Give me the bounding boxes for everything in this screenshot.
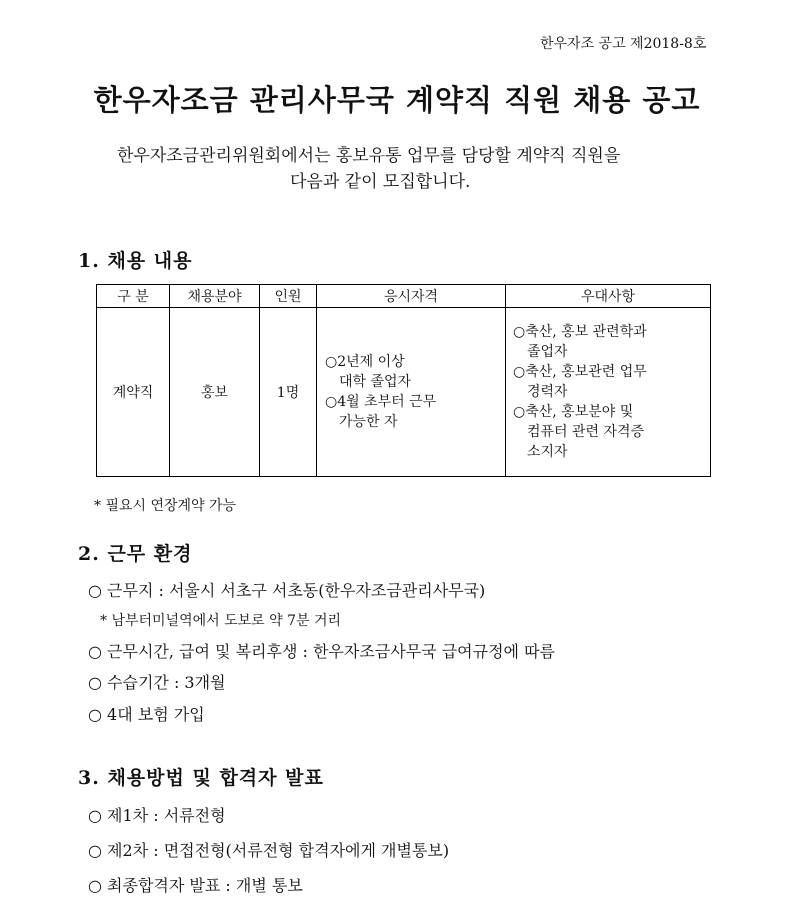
- recruitment-table: [96, 284, 711, 477]
- table-header-row: [97, 285, 711, 308]
- intro-line-2: 다음과 같이 모집합니다.: [290, 172, 471, 192]
- qualification-line: ○2년제 이상: [325, 354, 405, 370]
- cell-category: 계약직: [97, 308, 170, 477]
- qualification-line: 대학 졸업자: [339, 374, 412, 390]
- header-category: 구 분: [97, 285, 170, 308]
- header-field: 채용분야: [170, 285, 260, 308]
- directions-note: * 남부터미널역에서 도보로 약 7분 거리: [100, 613, 342, 629]
- qualification-line: ○4월 초부터 근무: [325, 394, 437, 410]
- final-announcement-item: ○ 최종합격자 발표 : 개별 통보: [88, 876, 303, 895]
- insurance-item: ○ 4대 보험 가입: [88, 705, 205, 724]
- preference-line: ○축산, 홍보분야 및: [513, 404, 634, 420]
- preference-line: 졸업자: [527, 344, 568, 360]
- hours-pay-item: ○ 근무시간, 급여 및 복리후생 : 한우자조금사무국 급여규정에 따름: [88, 642, 555, 661]
- preference-line: 소지자: [527, 444, 568, 460]
- header-count: 인원: [260, 285, 317, 308]
- preference-line: 컴퓨터 관련 자격증: [527, 424, 645, 440]
- preference-line: ○축산, 홍보관련 업무: [513, 364, 647, 380]
- cell-qualifications: [317, 308, 506, 477]
- header-qualifications: 응시자격: [317, 285, 506, 308]
- intro-line-1: 한우자조금관리위원회에서는 홍보유통 업무를 담당할 계약직 직원을: [117, 146, 621, 166]
- cell-preferences: [506, 308, 711, 477]
- first-round-item: ○ 제1차 : 서류전형: [88, 806, 226, 825]
- section-3-heading: 3. 채용방법 및 합격자 발표: [78, 767, 324, 789]
- header-preferences: 우대사항: [506, 285, 711, 308]
- preference-line: 경력자: [527, 384, 568, 400]
- page-title: 한우자조금 관리사무국 계약직 직원 채용 공고: [93, 83, 701, 117]
- preference-line: ○축산, 홍보 관련학과: [513, 324, 647, 340]
- second-round-item: ○ 제2차 : 면접전형(서류전형 합격자에게 개별통보): [88, 841, 450, 860]
- notice-number: 한우자조 공고 제2018-8호: [540, 36, 707, 52]
- section-2-heading: 2. 근무 환경: [78, 543, 193, 565]
- cell-field: 홍보: [170, 308, 260, 477]
- qualification-line: 가능한 자: [339, 414, 398, 430]
- extension-note: * 필요시 연장계약 가능: [94, 498, 237, 514]
- probation-item: ○ 수습기간 : 3개월: [88, 673, 226, 692]
- cell-count: 1명: [260, 308, 317, 477]
- workplace-item: ○ 근무지 : 서울시 서초구 서초동(한우자조금관리사무국): [88, 581, 486, 600]
- table-row: [97, 308, 711, 477]
- section-1-heading: 1. 채용 내용: [78, 250, 193, 272]
